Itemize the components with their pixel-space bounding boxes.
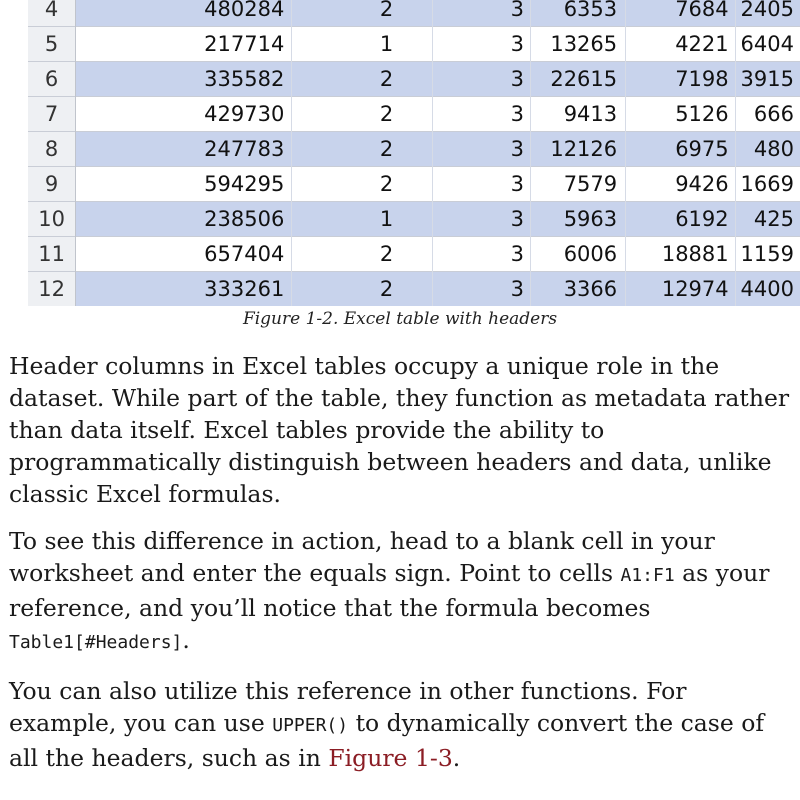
table-cell[interactable]: 3 [433, 167, 531, 202]
row-number[interactable]: 12 [28, 272, 76, 307]
paragraph-difference-in-action [9, 525, 791, 659]
table-cell[interactable]: 2 [291, 237, 432, 272]
excel-table [28, 0, 800, 306]
table-row [28, 272, 800, 307]
row-number[interactable]: 4 [28, 0, 76, 27]
inline-code-formula: Table1[#Headers] [9, 632, 183, 653]
row-number[interactable]: 5 [28, 27, 76, 62]
row-number[interactable]: 7 [28, 97, 76, 132]
table-cell[interactable]: 5963 [530, 202, 625, 237]
table-cell[interactable]: 2405 [735, 0, 800, 27]
table-cell[interactable]: 2 [291, 132, 432, 167]
table-cell[interactable]: 7684 [626, 0, 736, 27]
figure-caption: Figure 1-2. Excel table with headers [242, 309, 558, 329]
table-cell[interactable]: 3 [433, 132, 531, 167]
table-cell[interactable]: 480284 [76, 0, 292, 27]
table-cell[interactable]: 2 [291, 62, 432, 97]
table-cell[interactable]: 333261 [76, 272, 292, 307]
table-cell[interactable]: 2 [291, 272, 432, 307]
table-row [28, 0, 800, 27]
paragraph-text: To see this difference in action, head to a blank cell in your worksheet and enter the equals sign. Point to cells [9, 527, 715, 587]
table-cell[interactable]: 4221 [626, 27, 736, 62]
table-cell[interactable]: 9426 [626, 167, 736, 202]
table-cell[interactable]: 3 [433, 272, 531, 307]
table-row [28, 202, 800, 237]
row-number[interactable]: 6 [28, 62, 76, 97]
table-cell[interactable]: 18881 [626, 237, 736, 272]
row-number[interactable]: 8 [28, 132, 76, 167]
table-cell[interactable]: 7198 [626, 62, 736, 97]
table-cell[interactable]: 2 [291, 97, 432, 132]
table-row [28, 167, 800, 202]
table-cell[interactable]: 335582 [76, 62, 292, 97]
table-row [28, 27, 800, 62]
table-cell[interactable]: 217714 [76, 27, 292, 62]
table-body [28, 0, 800, 306]
table-row [28, 237, 800, 272]
table-row [28, 62, 800, 97]
paragraph-text: . [182, 626, 190, 654]
paragraph-text: You can also utilize this reference in other functions. For example, you can use [9, 677, 687, 737]
table-cell[interactable]: 1 [291, 202, 432, 237]
table-cell[interactable]: 247783 [76, 132, 292, 167]
row-number[interactable]: 10 [28, 202, 76, 237]
table-cell[interactable]: 7579 [530, 167, 625, 202]
table-cell[interactable]: 238506 [76, 202, 292, 237]
table-cell[interactable]: 3 [433, 202, 531, 237]
table-cell[interactable]: 12126 [530, 132, 625, 167]
table-cell[interactable]: 2 [291, 0, 432, 27]
table-cell[interactable]: 12974 [626, 272, 736, 307]
table-cell[interactable]: 425 [735, 202, 800, 237]
table-cell[interactable]: 3 [433, 237, 531, 272]
table-cell[interactable]: 3366 [530, 272, 625, 307]
paragraph-text: as your reference, and you’ll notice that the formula becomes [9, 559, 770, 622]
table-cell[interactable]: 6192 [626, 202, 736, 237]
paragraph-text: . [452, 744, 461, 772]
table-cell[interactable]: 1669 [735, 167, 800, 202]
table-cell[interactable]: 9413 [530, 97, 625, 132]
table-cell[interactable]: 594295 [76, 167, 292, 202]
table-cell[interactable]: 1159 [735, 237, 800, 272]
row-number[interactable]: 11 [28, 237, 76, 272]
table-cell[interactable]: 5126 [626, 97, 736, 132]
table-cell[interactable]: 6353 [530, 0, 625, 27]
inline-code-range: A1:F1 [620, 565, 675, 586]
table-cell[interactable]: 3 [433, 0, 531, 27]
table-cell[interactable]: 6006 [530, 237, 625, 272]
table-cell[interactable]: 3 [433, 27, 531, 62]
table-cell[interactable]: 2 [291, 167, 432, 202]
table-row [28, 97, 800, 132]
inline-code-function: UPPER() [272, 715, 349, 736]
paragraph-text: Header columns in Excel tables occupy a unique role in the dataset. While part of the table, they function as metadata rather than data itself. Excel tables provide the ability to programmatically distinguish between headers and data, unlike classic Excel formulas. [9, 352, 790, 508]
table-cell[interactable]: 657404 [76, 237, 292, 272]
paragraph-other-functions [9, 675, 791, 774]
table-cell[interactable]: 3 [433, 97, 531, 132]
table-cell[interactable]: 1 [291, 27, 432, 62]
table-cell[interactable]: 6404 [735, 27, 800, 62]
table-cell[interactable]: 3915 [735, 62, 800, 97]
table-cell[interactable]: 13265 [530, 27, 625, 62]
table-cell[interactable]: 480 [735, 132, 800, 167]
table-cell[interactable]: 666 [735, 97, 800, 132]
row-number[interactable]: 9 [28, 167, 76, 202]
paragraph-text: to dynamically convert the case of all the headers, such as in [9, 709, 765, 772]
table-cell[interactable]: 4400 [735, 272, 800, 307]
table-cell[interactable]: 3 [433, 62, 531, 97]
table-cell[interactable]: 429730 [76, 97, 292, 132]
table-row [28, 132, 800, 167]
paragraph-headers-role [9, 350, 791, 510]
table-cell[interactable]: 6975 [626, 132, 736, 167]
figure-reference-link[interactable]: Figure 1-3 [328, 744, 453, 772]
table-cell[interactable]: 22615 [530, 62, 625, 97]
